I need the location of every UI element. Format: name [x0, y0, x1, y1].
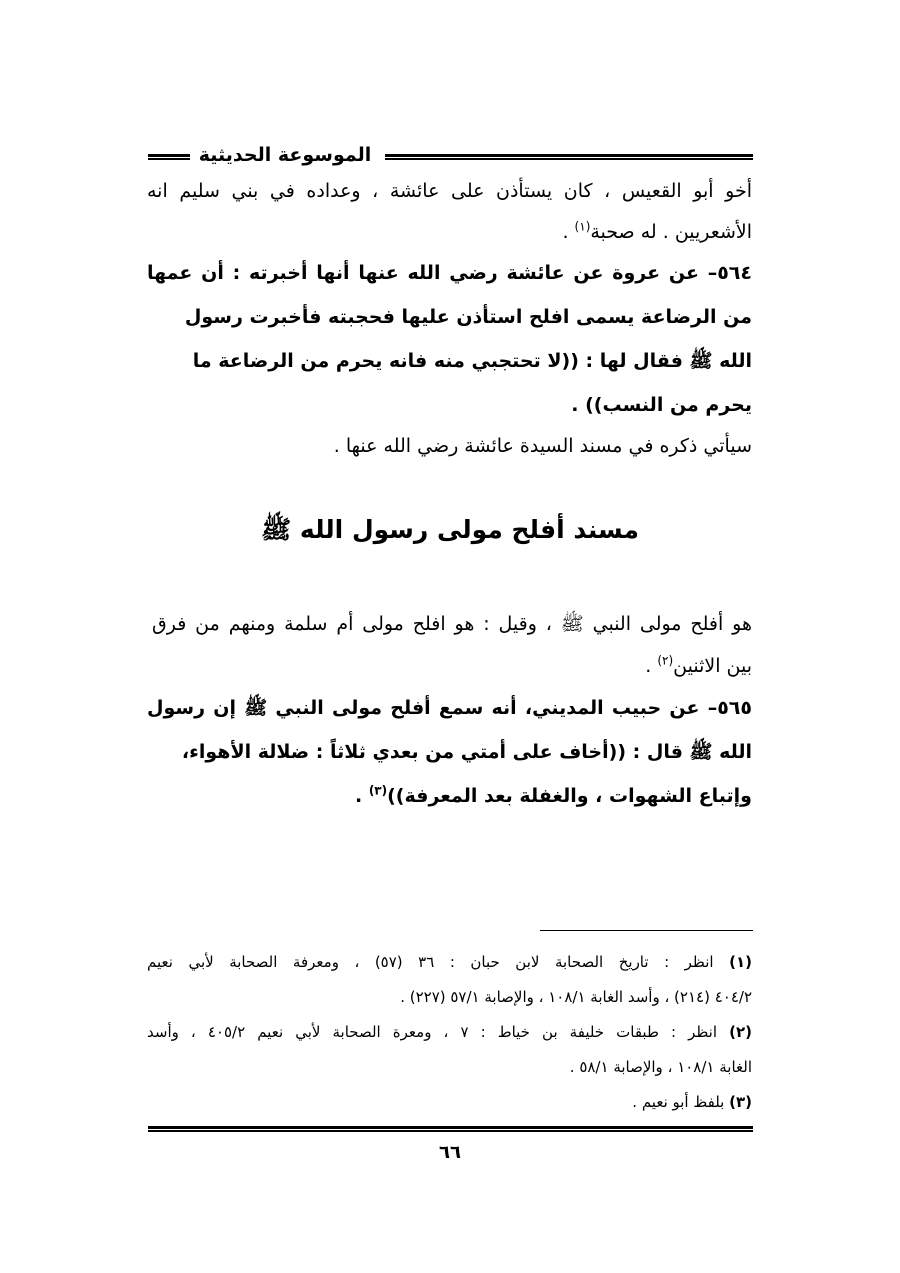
hadith-565-line-2: الله ﷺ قال : ((أخاف على أمتي من بعدي ثلاثاً : ضلالة الأهواء، [181, 741, 752, 763]
section-title: مسند أفلح مولى رسول الله ﷺ [261, 515, 639, 544]
page-number: ٦٦ [439, 1142, 461, 1163]
hadith-565-line-3 [240, 778, 752, 814]
hadith-564-line-3: الله ﷺ فقال لها : ((لا تحتجبي منه فانه يحرم من الرضاعة ما [192, 350, 752, 372]
header-rule-left [148, 154, 190, 160]
hadith-564-line-1: ٥٦٤– عن عروة عن عائشة رضي الله عنها أنها أخبرته : أن عمها [147, 262, 752, 284]
hadith-564-note: سيأتي ذكره في مسند السيدة عائشة رضي الله عنها . [333, 435, 752, 457]
footnote-2-line-1 [147, 1018, 752, 1046]
footnote-1-number: (١) [729, 953, 752, 971]
bio-line-1: هو أفلح مولى النبي ﷺ ، وقيل : هو افلح مولى أم سلمة ومنهم من فرق [152, 613, 752, 635]
header-rule-right [385, 154, 753, 160]
footnote-1-text: انظر : تاريخ الصحابة لابن حبان : ٣٦ (٥٧) ، ومعرفة الصحابة لأبي نعيم [147, 953, 714, 971]
intro-line-2-text: الأشعريين . له صحبة [590, 221, 752, 243]
footer-rule [148, 1126, 753, 1132]
footnote-1-line-2: ٤٠٤/٢ (٢١٤) ، وأسد الغابة ١٠٨/١ ، والإصابة ٥٧/١ (٢٢٧) . [400, 988, 752, 1006]
bio-line-2-text: بين الاثنين [673, 655, 752, 677]
hadith-564-line-4: يحرم من النسب)) . [571, 394, 752, 416]
hadith-565-line-1: ٥٦٥– عن حبيب المديني، أنه سمع أفلح مولى النبي ﷺ إن رسول [147, 697, 752, 719]
footnote-ref-3: (٣) [368, 783, 388, 798]
footnote-1-line-1 [147, 948, 752, 976]
footnote-3-line-1 [147, 1088, 752, 1116]
intro-line-2-end: . [562, 221, 575, 243]
intro-line-1: أخو أبو القعيس ، كان يستأذن على عائشة ، وعداده في بني سليم انه [147, 180, 752, 202]
footnote-ref-2: (٢) [657, 653, 674, 668]
footnote-ref-1: (١) [574, 219, 591, 234]
footnote-2-line-2: الغابة ١٠٨/١ ، والإصابة ٥٨/١ . [569, 1058, 752, 1076]
footnote-3-text: بلفظ أبو نعيم . [632, 1093, 725, 1111]
intro-line-2 [147, 214, 752, 250]
hadith-565-line-3-end: . [354, 785, 369, 807]
running-header: الموسوعة الحديثية [198, 144, 372, 166]
footnote-separator [540, 930, 753, 931]
footnote-2-text: انظر : طبقات خليفة بن خياط : ٧ ، ومعرة الصحابة لأبي نعيم ٤٠٥/٢ ، وأسد [147, 1023, 718, 1041]
footnote-3-number: (٣) [729, 1093, 752, 1111]
hadith-564-line-2: من الرضاعة يسمى افلح استأذن عليها فحجبته فأخبرت رسول [184, 306, 752, 328]
bio-line-2-end: . [645, 655, 658, 677]
footnote-2-number: (٢) [729, 1023, 752, 1041]
hadith-565-line-3-text: وإتباع الشهوات ، والغفلة بعد المعرفة)) [387, 785, 752, 807]
bio-line-2 [147, 648, 752, 684]
